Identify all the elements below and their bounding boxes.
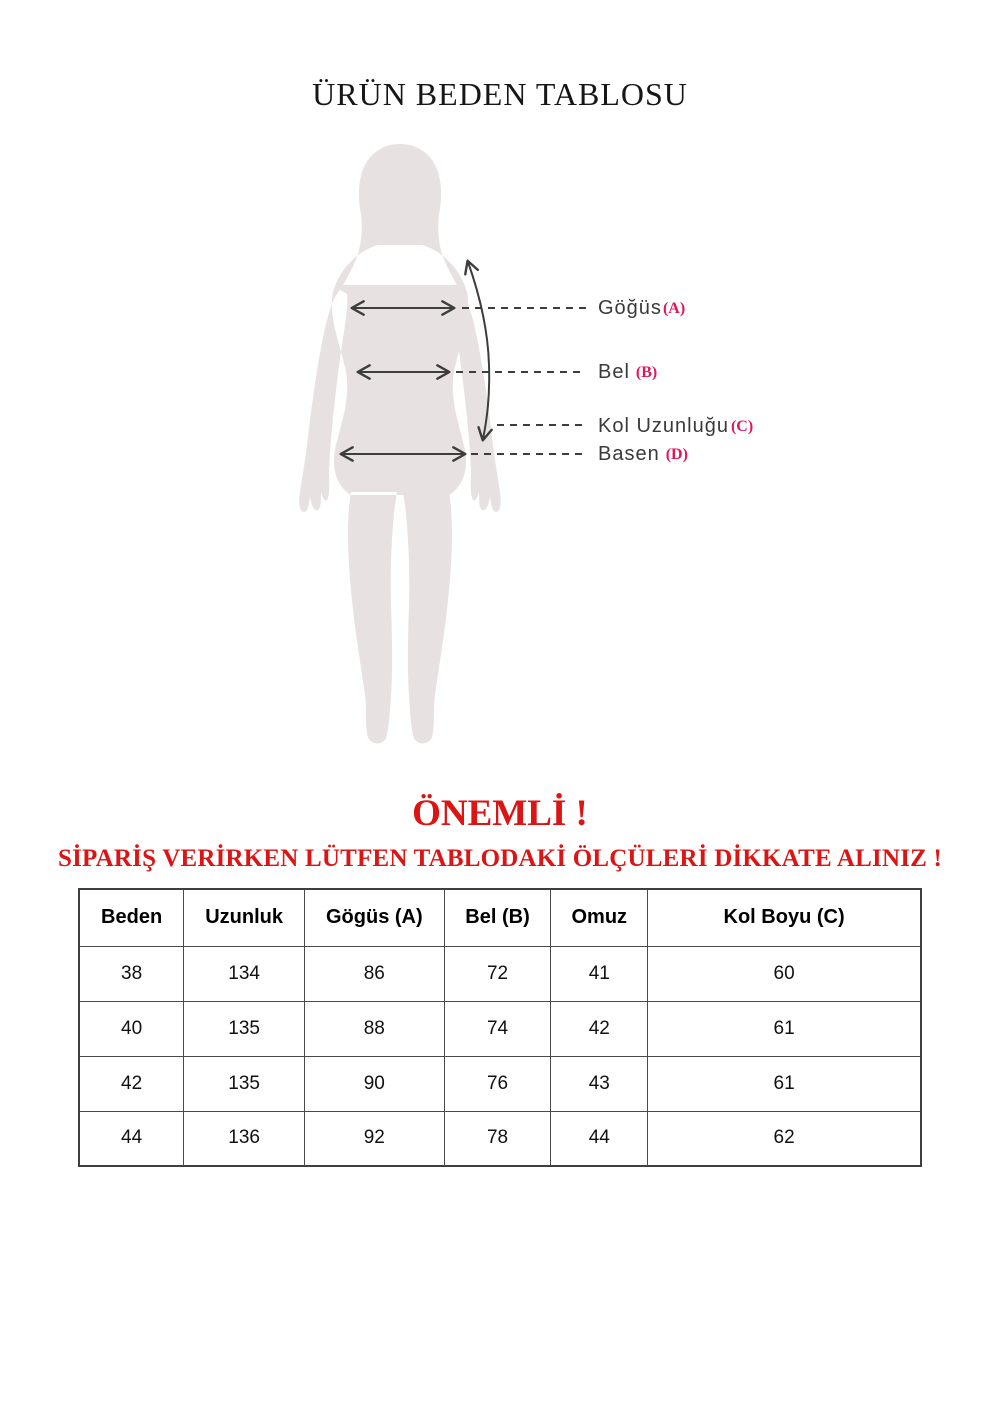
table-cell: 41 <box>551 946 648 1001</box>
size-table <box>78 888 922 1167</box>
table-cell: 60 <box>648 946 921 1001</box>
table-row <box>79 946 921 1001</box>
table-cell: 38 <box>79 946 184 1001</box>
table-cell: 62 <box>648 1111 921 1166</box>
arm-length-arrow <box>468 262 489 439</box>
table-row <box>79 1056 921 1111</box>
table-cell: 61 <box>648 1001 921 1056</box>
table-cell: 134 <box>184 946 305 1001</box>
table-cell: 40 <box>79 1001 184 1056</box>
label-arm-length <box>598 413 753 439</box>
table-cell: 61 <box>648 1056 921 1111</box>
page-title: ÜRÜN BEDEN TABLOSU <box>312 76 688 112</box>
table-cell: 86 <box>304 946 444 1001</box>
table-cell: 136 <box>184 1111 305 1166</box>
label-waist-code: (B) <box>635 364 658 381</box>
table-cell: 92 <box>304 1111 444 1166</box>
table-cell: 44 <box>551 1111 648 1166</box>
label-hip-text: Basen <box>598 443 660 465</box>
table-body <box>79 946 921 1166</box>
label-chest-text: Göğüs <box>598 297 662 319</box>
warning-text: SİPARİŞ VERİRKEN LÜTFEN TABLODAKİ ÖLÇÜLERİ DİKKATE ALINIZ ! <box>58 845 942 872</box>
important-heading: ÖNEMLİ ! <box>412 793 588 834</box>
label-hip <box>598 441 688 467</box>
column-header: Gögüs (A) <box>304 889 444 946</box>
table-cell: 72 <box>444 946 551 1001</box>
label-arm-length-text: Kol Uzunluğu <box>598 415 729 437</box>
label-waist <box>598 359 657 385</box>
column-header: Omuz <box>551 889 648 946</box>
label-hip-code: (D) <box>665 446 688 463</box>
label-chest <box>598 295 685 321</box>
table-cell: 44 <box>79 1111 184 1166</box>
column-header: Beden <box>79 889 184 946</box>
body-silhouette-icon <box>299 144 501 744</box>
column-header: Bel (B) <box>444 889 551 946</box>
label-chest-code: (A) <box>662 300 686 317</box>
table-header-row <box>79 889 921 946</box>
table-row <box>79 1001 921 1056</box>
label-waist-text: Bel <box>598 361 630 383</box>
column-header: Uzunluk <box>184 889 305 946</box>
table-cell: 42 <box>551 1001 648 1056</box>
table-cell: 88 <box>304 1001 444 1056</box>
table-cell: 78 <box>444 1111 551 1166</box>
table-row <box>79 1111 921 1166</box>
table-cell: 74 <box>444 1001 551 1056</box>
table-cell: 43 <box>551 1056 648 1111</box>
column-header: Kol Boyu (C) <box>648 889 921 946</box>
table-cell: 135 <box>184 1001 305 1056</box>
table-cell: 76 <box>444 1056 551 1111</box>
table-cell: 90 <box>304 1056 444 1111</box>
table-cell: 135 <box>184 1056 305 1111</box>
label-arm-length-code: (C) <box>730 418 754 435</box>
table-cell: 42 <box>79 1056 184 1111</box>
